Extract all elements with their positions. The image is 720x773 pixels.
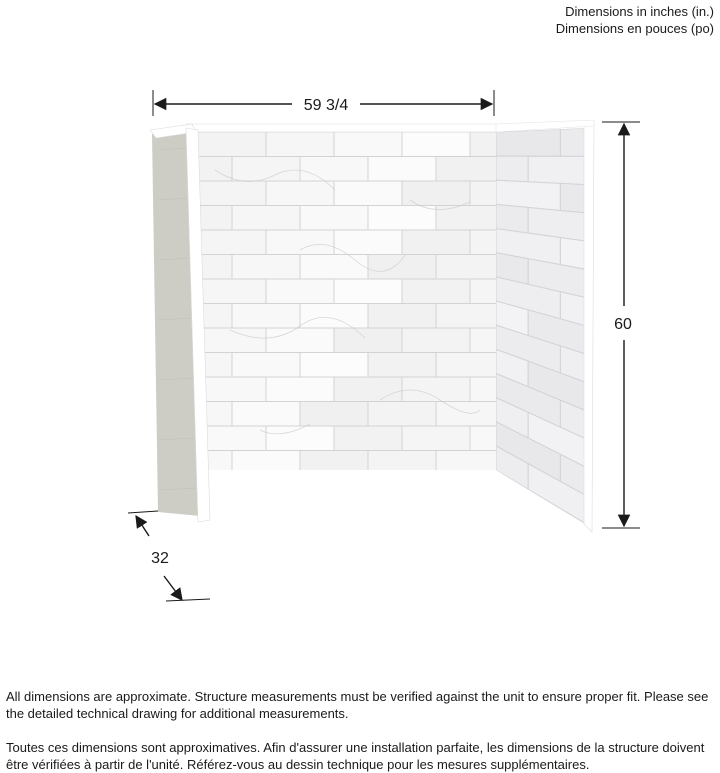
back-wall-tile [368,402,436,427]
back-wall-tile [402,426,470,451]
back-wall-tile [368,451,436,476]
back-wall-tile [334,181,402,206]
right-wall-tile [496,156,528,182]
back-wall-tile [198,181,266,206]
back-wall-tile [266,132,334,157]
back-wall-tile [266,328,334,353]
back-wall-tile [266,377,334,402]
back-wall-tile [232,304,300,329]
back-wall-tile [266,279,334,304]
back-wall-tile [368,157,436,182]
back-wall-tile [368,353,436,378]
disclaimer-notes [6,688,714,773]
back-wall-tile [300,304,368,329]
back-wall-tile [300,206,368,231]
back-wall-tile [232,402,300,427]
depth-arrow-bottom [164,576,182,600]
back-wall-tile [232,353,300,378]
back-wall-tile [368,304,436,329]
back-wall-tile [266,181,334,206]
back-wall-tile [402,328,470,353]
disclaimer-en: All dimensions are approximate. Structure measurements must be verified against the unit to ensure proper fit. Please see the detailed technical drawing for additional measurements. [6,689,709,721]
back-wall-tile [334,279,402,304]
back-wall-tile [198,279,266,304]
right-wall-tiles [496,128,588,525]
back-wall-tile [368,255,436,280]
back-wall-tile [436,157,504,182]
back-wall-tile [232,206,300,231]
back-wall-tile [198,426,266,451]
disclaimer-fr: Toutes ces dimensions sont approximatives. Afin d'assurer une installation parfaite, les dimensions de la structure doivent être vérifiées à partir de l'unité. Référez-vous au dessin technique pour les mesures supplémentaires. [6,740,705,772]
height-label: 60 [614,316,632,333]
back-wall-tile [334,426,402,451]
back-wall-tile [334,377,402,402]
back-wall-tile [402,230,470,255]
back-wall-tile [198,132,266,157]
right-wall-edge [584,122,594,532]
back-wall-tile [436,402,504,427]
back-wall-tiles [164,132,538,475]
back-wall-tile [436,451,504,476]
back-wall-tile [300,451,368,476]
back-wall-tile [300,402,368,427]
depth-arrow-top [136,516,149,536]
width-dimension [153,90,494,116]
back-wall-tile [232,157,300,182]
back-wall-tile [368,206,436,231]
back-wall-tile [198,328,266,353]
right-wall-tile [496,129,560,156]
height-dimension [602,122,640,528]
back-wall-tile [334,132,402,157]
back-wall-tile [232,255,300,280]
back-wall-tile [198,230,266,255]
depth-label: 32 [151,550,169,567]
depth-dimension [128,511,210,601]
back-wall-tile [300,255,368,280]
back-wall-tile [266,426,334,451]
width-label: 59 3/4 [303,97,349,114]
back-wall-tile [402,279,470,304]
back-wall-tile [198,377,266,402]
back-wall-tile [232,451,300,476]
back-wall-tile [300,157,368,182]
back-wall-top-flange [186,124,498,132]
back-wall-tile [436,255,504,280]
back-wall-tile [300,353,368,378]
back-wall-tile [436,353,504,378]
right-wall-tile [528,156,588,184]
units-caption-fr: Dimensions en pouces (po) [555,21,714,36]
back-wall-tile [334,230,402,255]
units-caption-en: Dimensions in inches (in.) [565,4,714,19]
back-wall-tile [402,132,470,157]
back-wall-tile [436,304,504,329]
back-wall-tile [266,230,334,255]
back-wall-tile [334,328,402,353]
